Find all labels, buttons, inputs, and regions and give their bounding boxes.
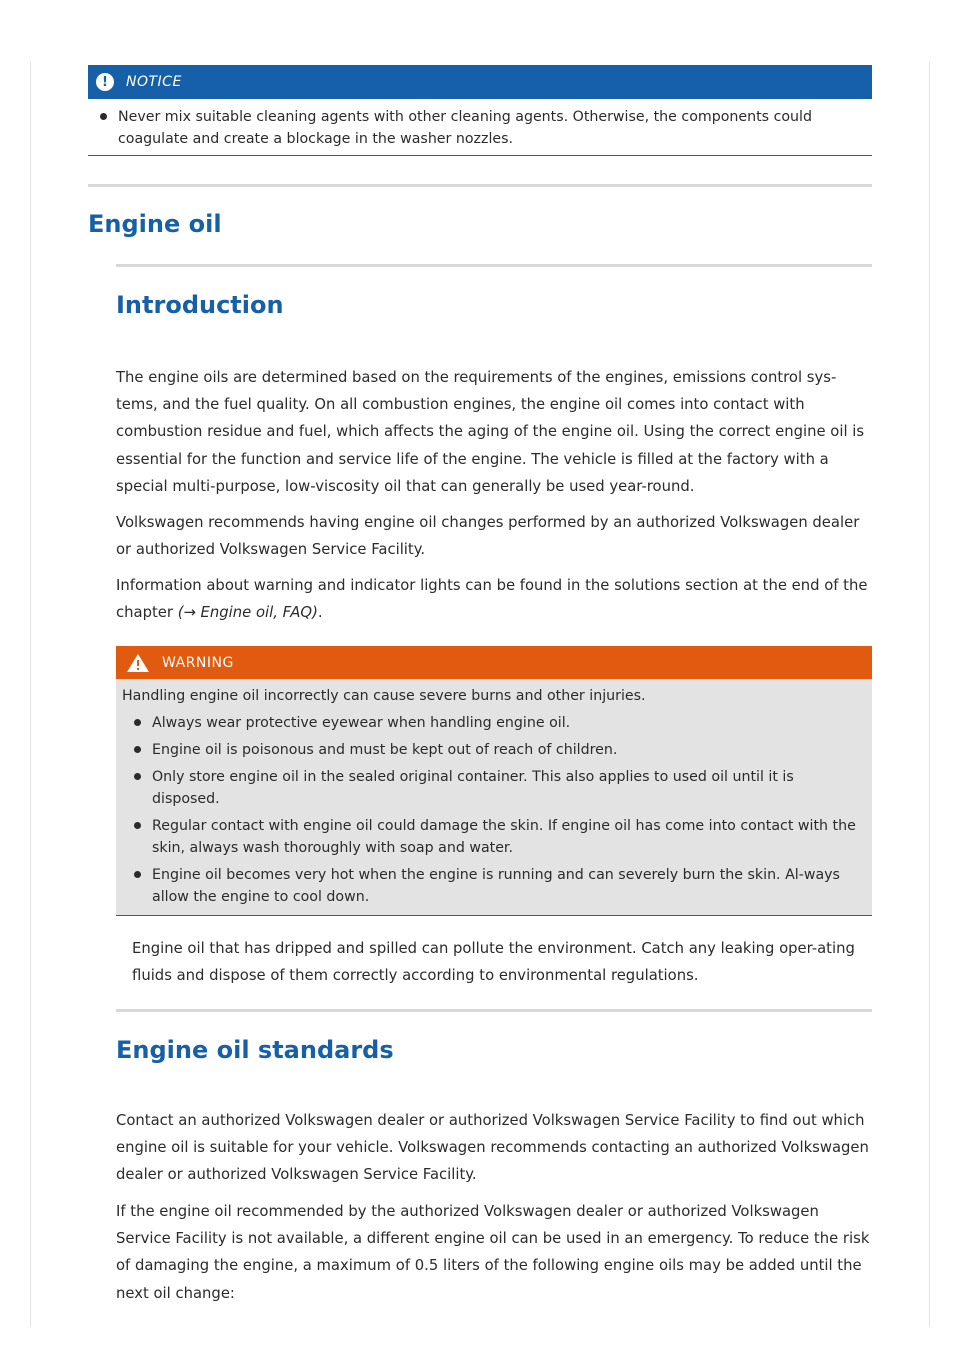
standards-divider (116, 1009, 872, 1012)
standards-paragraph-2: If the engine oil recommended by the authorized Volkswagen dealer or authorized Volkswagen Service Facility is not available, a different engine oil can be used in an emergency. To reduce the risk of damaging the engine, a maximum of 0.5 liters of the following engine oils may be added until the next oil change: (116, 1203, 870, 1302)
introduction-divider (116, 264, 872, 267)
warning-item: Engine oil becomes very hot when the engine is running and can severely burn the skin. Al-ways allow the engine to cool down. (122, 864, 864, 908)
intro-paragraph-2: Volkswagen recommends having engine oil changes performed by an authorized Volkswagen dealer or authorized Volkswagen Service Facility. (116, 514, 860, 559)
warning-item: Engine oil is poisonous and must be kept out of reach of children. (122, 739, 864, 761)
page-left-rule (30, 62, 31, 1327)
xref-suffix: . (317, 604, 323, 622)
warning-item: Regular contact with engine oil could damage the skin. If engine oil has come into contact with the skin, always wash thoroughly with soap and water. (122, 815, 864, 859)
warning-item: Only store engine oil in the sealed original container. This also applies to used oil until it is disposed. (122, 766, 864, 810)
warning-box (116, 646, 872, 916)
notice-header (88, 65, 872, 99)
warning-triangle-icon (126, 653, 150, 673)
warning-title: WARNING (162, 654, 234, 671)
notice-divider (88, 155, 872, 156)
notice-title: NOTICE (126, 74, 182, 90)
notice-item: Never mix suitable cleaning agents with other cleaning agents. Otherwise, the components could coagulate and create a blockage in the washer nozzles. (88, 106, 872, 150)
section-divider (88, 184, 872, 187)
section-title: Engine oil (88, 210, 222, 238)
warning-divider (116, 915, 872, 916)
intro-paragraph-3-text: Information about warning and indicator lights can be found in the solutions section at the end of the chapter (116, 577, 868, 622)
exclamation-circle-icon: ! (96, 73, 114, 91)
introduction-title: Introduction (116, 291, 284, 319)
page-right-rule (929, 62, 930, 1327)
intro-paragraph-1: The engine oils are determined based on the requirements of the engines, emissions control sys-tems, and the fuel quality. On all combustion engines, the engine oil comes into contact with combustion residue and fuel, which affects the aging of the engine oil. Using the correct engine oil is essential for the function and service life of the engine. The vehicle is filled at the factory with a special multi-purpose, low-viscosity oil that can generally be used year-round. (116, 369, 865, 495)
environment-note: Engine oil that has dripped and spilled can pollute the environment. Catch any leaking oper-ating fluids and dispose of them correctly according to environmental regulations. (132, 940, 855, 985)
warning-header (116, 646, 872, 679)
standards-title: Engine oil standards (116, 1036, 394, 1064)
faq-link[interactable]: (→ Engine oil, FAQ) (177, 604, 318, 622)
intro-paragraph-3 (116, 572, 872, 626)
warning-item: Always wear protective eyewear when handling engine oil. (122, 712, 864, 734)
warning-body (116, 679, 872, 908)
warning-intro: Handling engine oil incorrectly can cause severe burns and other injuries. (122, 688, 646, 704)
standards-paragraph-1: Contact an authorized Volkswagen dealer or authorized Volkswagen Service Facility to find out which engine oil is suitable for your vehicle. Volkswagen recommends contacting an authorized Volkswagen dealer or authorized Volkswagen Service Facility. (116, 1112, 869, 1184)
notice-body (88, 106, 872, 150)
